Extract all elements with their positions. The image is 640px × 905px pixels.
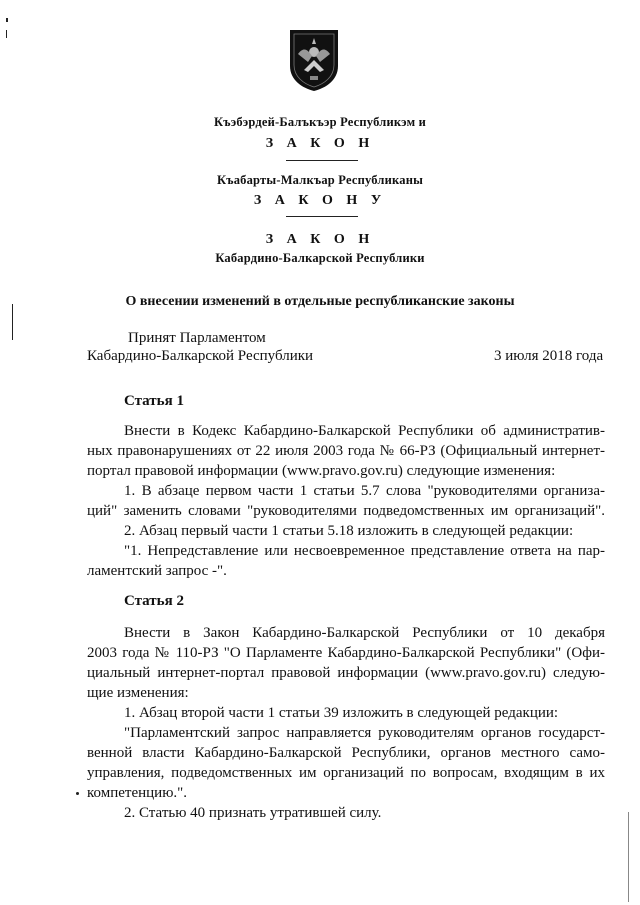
article-2-heading: Статья 2	[124, 593, 184, 609]
scan-mark-top-2	[6, 30, 7, 38]
scan-dot	[76, 792, 79, 795]
article-2-line: "Парламентский запрос направляется руководителям органов государст-	[124, 725, 605, 741]
article-2-line: Внести в Закон Кабардино-Балкарской Республики от 10 декабря	[124, 625, 605, 641]
article-2-line: 1. Абзац второй части 1 статьи 39 изложить в следующей редакции:	[124, 705, 559, 721]
coat-of-arms-emblem	[288, 28, 340, 92]
article-1-line: "1. Непредставление или несвоевременное представление ответа на пар-	[124, 543, 605, 559]
article-2-line: 2. Статью 40 признать утратившей силу.	[124, 805, 382, 821]
article-1-line: ций" заменить словами "руководителями подведомственных им организаций".	[87, 503, 605, 519]
article-2-line: 2003 года № 110-РЗ "О Парламенте Кабардино-Балкарской Республики" (Офи-	[87, 645, 605, 661]
article-1-line: ных правонарушениях от 22 июля 2003 года № 66-РЗ (Официальный интернет-	[87, 443, 605, 459]
header-divider-2	[286, 216, 358, 217]
header-zakon-russian: З А К О Н	[265, 232, 375, 247]
article-1-line: портал правовой информации (www.pravo.gov.ru) следующие изменения:	[87, 463, 556, 479]
header-lang-balkar: Къабарты-Малкъар Республиканы	[216, 173, 424, 187]
adopted-date: 3 июля 2018 года	[494, 348, 604, 364]
scan-mark-top	[6, 18, 8, 22]
article-2-line: щие изменения:	[87, 685, 189, 701]
law-title: О внесении изменений в отдельные республиканские законы	[125, 294, 515, 309]
article-2-line: компетенцию.".	[87, 785, 188, 801]
article-1-line: ламентский запрос -".	[87, 563, 227, 579]
adopted-line-2: Кабардино-Балкарской Республики	[87, 348, 314, 364]
header-zakon-kabardian: З А К О Н	[265, 136, 375, 151]
header-lang-kabardian: Къэбэрдей-Балъкъэр Республикэм и	[213, 115, 427, 129]
article-1-line: 2. Абзац первый части 1 статьи 5.18 изложить в следующей редакции:	[124, 523, 574, 539]
article-2-line: венной власти Кабардино-Балкарской Республики, органов местного само-	[87, 745, 605, 761]
article-2-line: циальный интернет-портал правовой информации (www.pravo.gov.ru) следую-	[87, 665, 605, 681]
article-1-line: 1. В абзаце первом части 1 статьи 5.7 слова "руководителями организа-	[124, 483, 605, 499]
adopted-line-1: Принят Парламентом	[128, 330, 266, 346]
article-2-line: управления, подведомственных им организаций по вопросам, входящим в их	[87, 765, 605, 781]
article-1-heading: Статья 1	[124, 393, 184, 409]
header-lang-russian: Кабардино-Балкарской Республики	[215, 251, 425, 265]
header-divider-1	[286, 160, 358, 161]
header-zakon-balkar: З А К О Н У	[253, 193, 387, 208]
article-1-line: Внести в Кодекс Кабардино-Балкарской Республики об административ-	[124, 423, 605, 439]
scan-mark-right	[628, 812, 629, 902]
